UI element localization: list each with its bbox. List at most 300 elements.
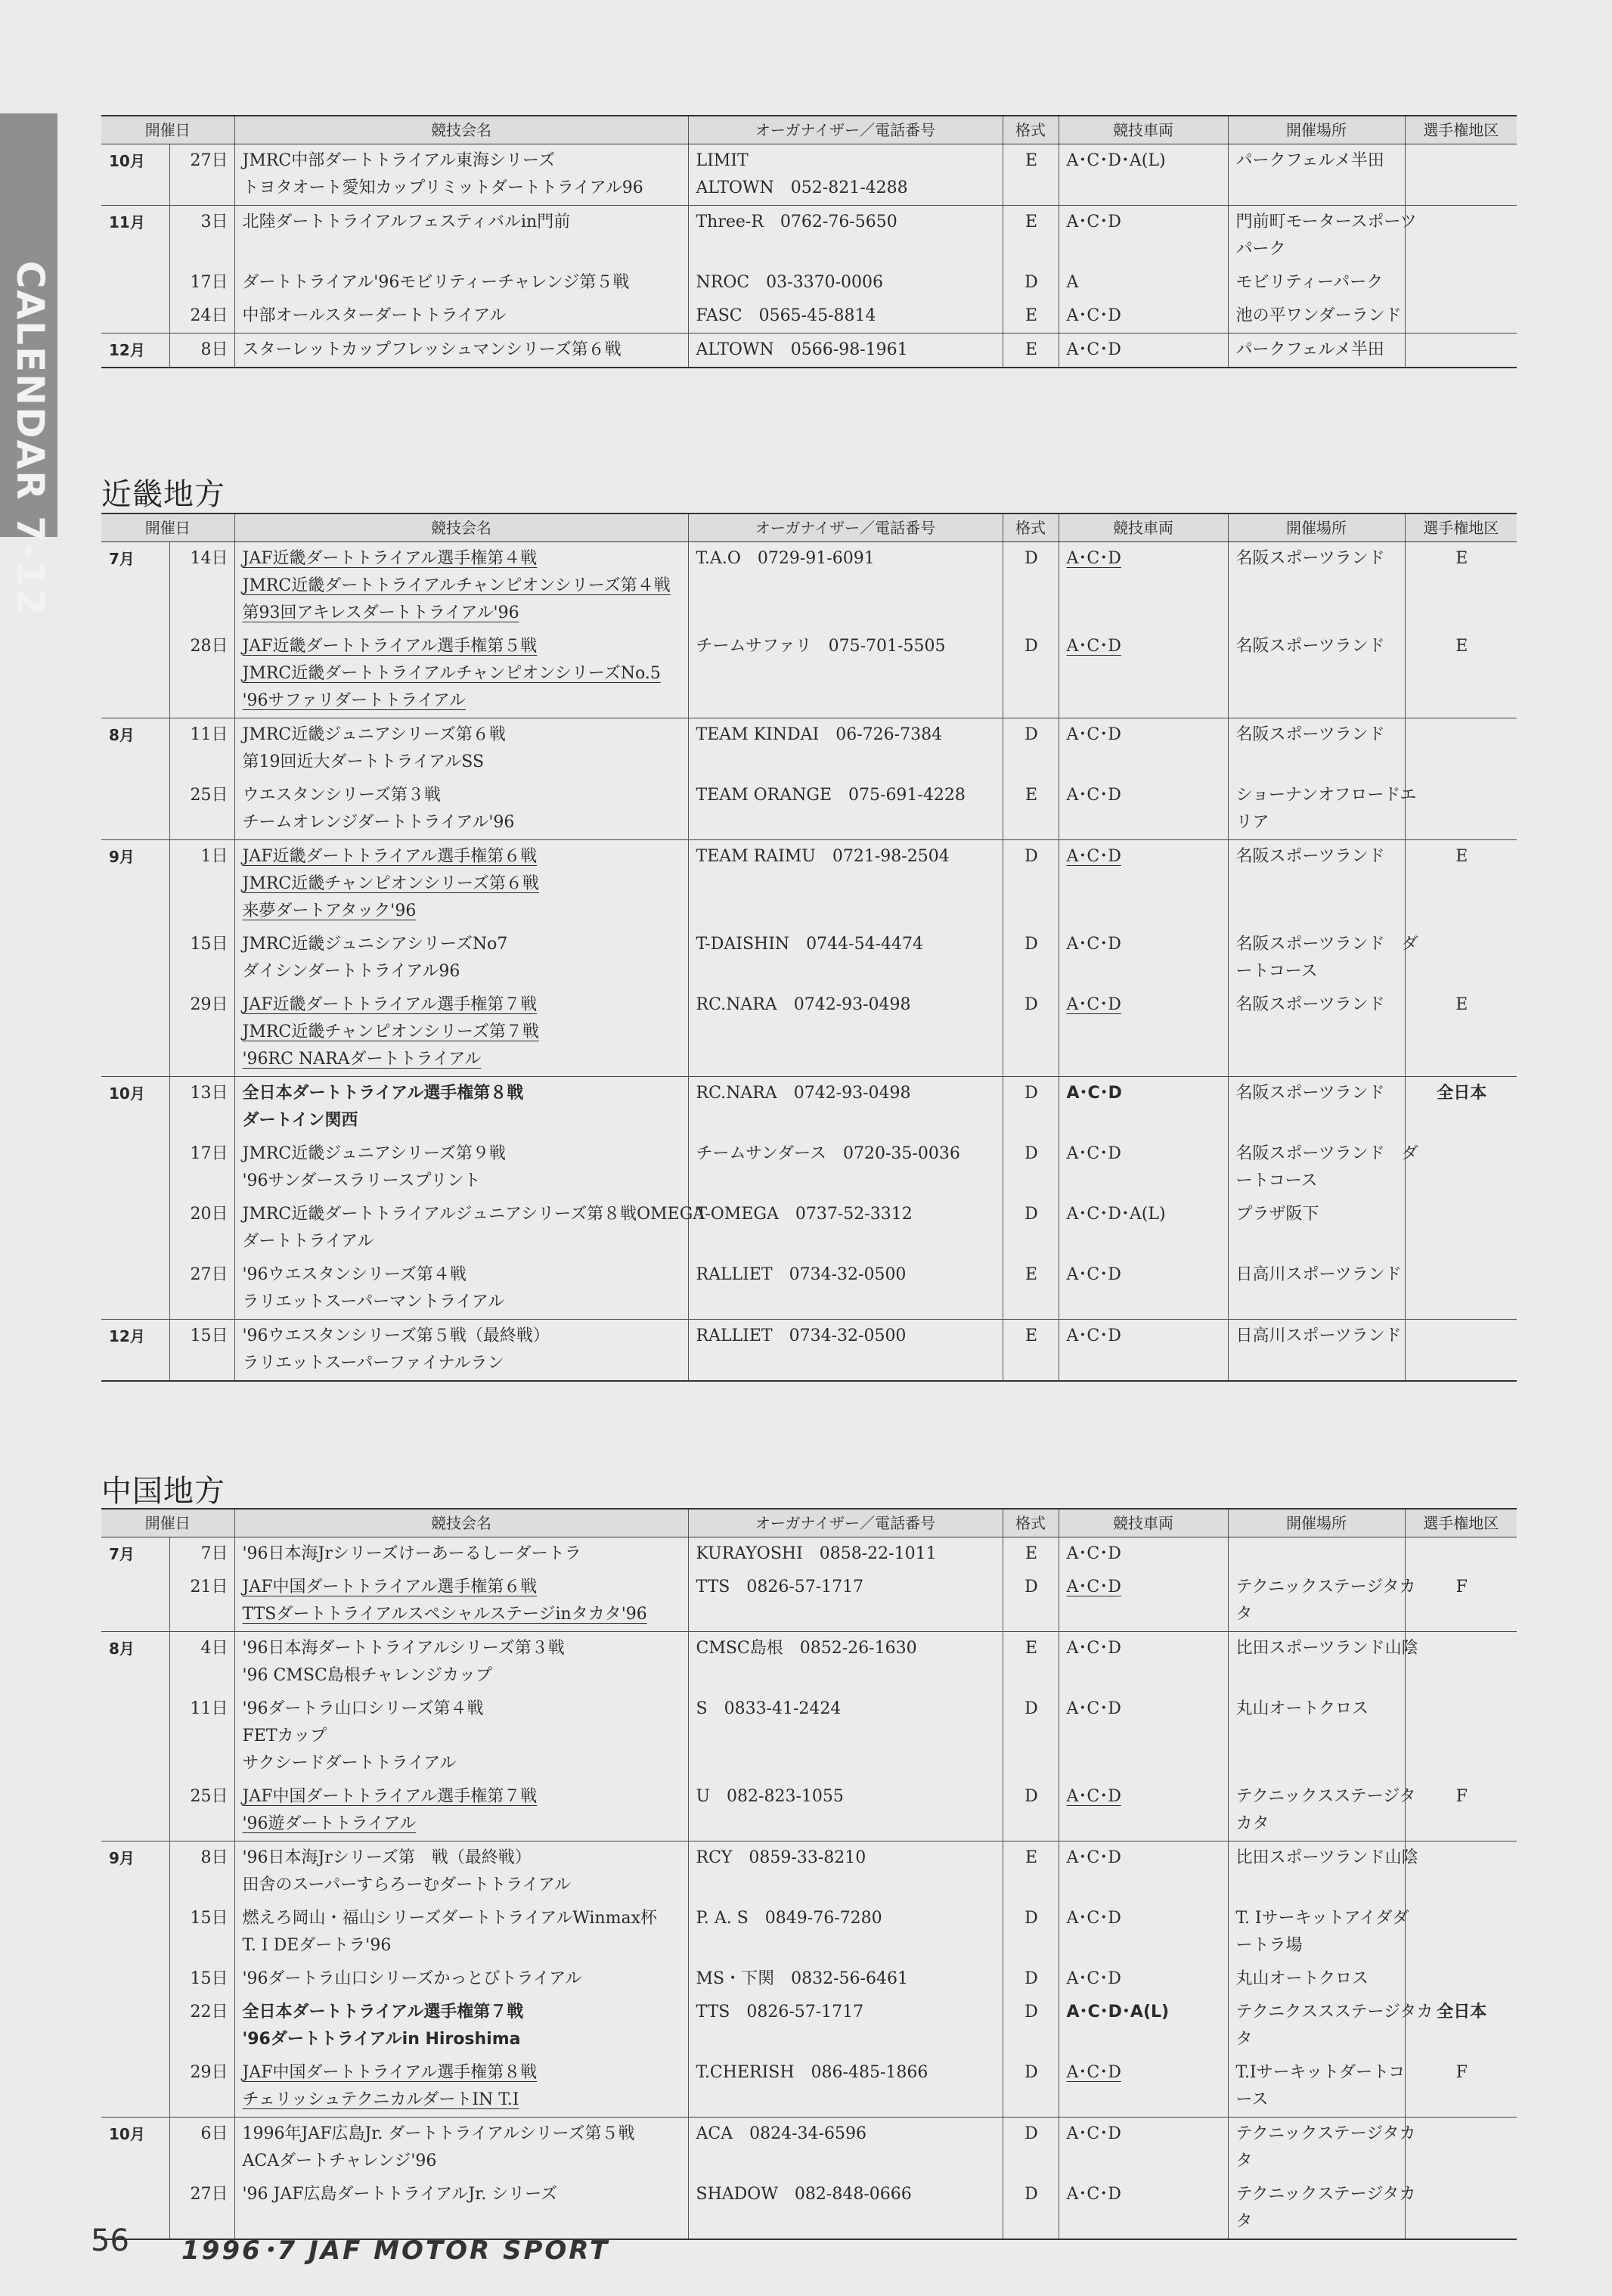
- event-organizer: [688, 334, 1003, 368]
- event-row: [101, 334, 1517, 368]
- column-header: 開催日: [101, 116, 234, 144]
- month-group: [101, 206, 1517, 334]
- event-car-class: [1059, 1537, 1228, 1572]
- event-venue: [1228, 1632, 1418, 1693]
- venue-line: 名阪スポーツランド ダ: [1235, 1144, 1418, 1163]
- event-organizer: [688, 1571, 1003, 1632]
- event-car-class: [1059, 144, 1228, 206]
- event-car-class: [1059, 542, 1228, 631]
- month-group: [101, 1320, 1517, 1382]
- event-organizer: [688, 1962, 1003, 1996]
- event-name-line: 北陸ダートトライアルフェスティバルin門前: [242, 213, 571, 231]
- event-month: 9月: [101, 1841, 169, 2118]
- venue-line: モビリティーパーク: [1235, 273, 1384, 292]
- event-day: 14日: [169, 542, 234, 631]
- car-class-text: A: [1066, 273, 1079, 292]
- event-day: 15日: [169, 928, 234, 988]
- calendar-table-chugoku: [101, 1508, 1517, 2240]
- venue-line: 名阪スポーツランド: [1235, 995, 1385, 1014]
- event-region: [1405, 2178, 1517, 2239]
- venue-line: タ: [1235, 1605, 1253, 1624]
- organizer-line: RALLIET 0734-32-0500: [696, 1326, 907, 1345]
- venue-line: パークフェルメ半田: [1235, 340, 1384, 359]
- event-name: [234, 988, 688, 1077]
- event-name-line: [243, 898, 682, 925]
- event-name: [234, 630, 688, 718]
- event-name-line: [243, 236, 682, 263]
- car-class-text: A･C･D: [1066, 306, 1121, 325]
- event-venue: [1228, 206, 1417, 267]
- event-venue: [1228, 334, 1405, 368]
- event-name-line: ダートイン関西: [242, 1111, 358, 1130]
- event-region: E: [1455, 637, 1468, 656]
- event-name-text: '96サファリダートトライアル: [242, 691, 466, 710]
- event-day: 11日: [169, 1693, 234, 1780]
- event-row: [101, 206, 1517, 267]
- event-name-line: '96ウエスタンシリーズ第４戦: [242, 1265, 467, 1284]
- event-venue: [1228, 1537, 1405, 1572]
- event-car-class: [1059, 840, 1228, 929]
- event-name-line: ACAダートチャレンジ'96: [242, 2152, 437, 2170]
- organizer-line: KURAYOSHI 0858-22-1011: [696, 1544, 937, 1563]
- venue-line: 名阪スポーツランド: [1235, 847, 1385, 866]
- event-row: [101, 1198, 1517, 1258]
- event-format: E: [1003, 1537, 1059, 1572]
- car-class-text: A･C･D: [1066, 1969, 1121, 1988]
- venue-line: ース: [1235, 2090, 1269, 2109]
- event-name: [234, 840, 688, 929]
- event-car-class: [1059, 779, 1228, 840]
- event-name-text: JMRC近畿チャンピオンシリーズ第６戦: [242, 874, 539, 893]
- event-name-line: ダートトライアル'96モビリティーチャレンジ第５戦: [242, 273, 630, 292]
- event-row: [101, 1077, 1517, 1138]
- event-name-line: [243, 687, 682, 715]
- organizer-line: CMSC島根 0852-26-1630: [696, 1639, 917, 1658]
- organizer-line: Three-R 0762-76-5650: [696, 213, 897, 231]
- event-name: [234, 1841, 688, 1903]
- column-header: 競技会名: [234, 513, 688, 542]
- organizer-line: RALLIET 0734-32-0500: [696, 1265, 907, 1284]
- page-number: 56: [91, 2223, 129, 2258]
- event-venue: [1228, 779, 1417, 840]
- event-name: [234, 718, 688, 780]
- event-day: 1日: [169, 840, 234, 929]
- event-region: E: [1455, 847, 1468, 866]
- event-name: [234, 779, 688, 840]
- table-header: [101, 513, 1517, 542]
- event-car-class: [1059, 1198, 1228, 1258]
- event-row: [101, 299, 1517, 334]
- venue-line: ートラ場: [1235, 1936, 1303, 1955]
- event-organizer: [688, 840, 1003, 929]
- venue-line: [1236, 1540, 1399, 1568]
- month-group: [101, 718, 1517, 840]
- event-car-class: [1059, 2178, 1228, 2239]
- event-organizer: [688, 1841, 1003, 1903]
- car-class-text: A･C･D: [1066, 2063, 1121, 2082]
- event-name: [234, 1996, 688, 2056]
- car-class-text: A･C･D: [1066, 2185, 1121, 2204]
- car-class-text: A･C･D: [1066, 1326, 1121, 1345]
- column-header: 開催場所: [1228, 1509, 1405, 1537]
- event-format: E: [1003, 1258, 1059, 1320]
- event-format: E: [1003, 1841, 1059, 1903]
- event-day: 21日: [169, 1571, 234, 1632]
- event-organizer: [688, 1320, 1003, 1382]
- event-region: [1405, 206, 1517, 267]
- event-organizer: [688, 1996, 1003, 2056]
- event-day: 27日: [169, 144, 234, 206]
- venue-line: 比田スポーツランド山陰: [1235, 1848, 1418, 1867]
- event-region: [1405, 779, 1517, 840]
- car-class-text: A･C･D: [1066, 847, 1121, 866]
- event-name-text: JAF中国ダートトライアル選手権第７戦: [242, 1787, 538, 1806]
- event-month: 10月: [101, 2118, 169, 2240]
- organizer-line: T.CHERISH 086-485-1866: [696, 2063, 928, 2082]
- organizer-line: RC.NARA 0742-93-0498: [696, 995, 911, 1014]
- event-row: [101, 1841, 1517, 1903]
- venue-line: タ: [1235, 2152, 1253, 2170]
- venue-line: 名阪スポーツランド: [1235, 637, 1385, 656]
- venue-line: タ: [1235, 2030, 1253, 2049]
- event-region: [1405, 1198, 1517, 1258]
- event-name-line: '96ウエスタンシリーズ第５戦（最終戦）: [242, 1326, 550, 1345]
- event-venue: [1228, 1258, 1405, 1320]
- event-car-class: [1059, 630, 1228, 718]
- event-name-line: '96日本海Jrシリーズ第 戦（最終戦）: [242, 1848, 532, 1867]
- event-day: 13日: [169, 1077, 234, 1138]
- venue-line: 名阪スポーツランド ダ: [1235, 935, 1418, 954]
- event-region: F: [1455, 1578, 1468, 1596]
- event-name-line: JMRC近畿ダートトライアルジュニアシリーズ第８戦OMEGA: [242, 1205, 705, 1224]
- venue-line: ートコース: [1235, 1171, 1318, 1190]
- event-name-line: [243, 2087, 682, 2114]
- event-region: [1405, 1137, 1517, 1198]
- event-car-class: [1059, 2118, 1228, 2179]
- event-row: [101, 779, 1517, 840]
- event-day: 8日: [169, 334, 234, 368]
- event-organizer: [688, 206, 1003, 267]
- event-organizer: [688, 2056, 1003, 2118]
- event-region: [1405, 144, 1517, 206]
- event-name: [234, 542, 688, 631]
- event-name: [234, 1962, 688, 1996]
- organizer-line: チームサンダース 0720-35-0036: [696, 1144, 960, 1163]
- event-organizer: [688, 299, 1003, 334]
- event-car-class: [1059, 2056, 1228, 2118]
- event-region: [1405, 299, 1517, 334]
- event-name-line: 第19回近大ダートトライアルSS: [242, 752, 485, 771]
- column-header: 開催日: [101, 1509, 234, 1537]
- venue-line: パーク: [1235, 240, 1286, 259]
- month-group: [101, 2118, 1517, 2240]
- event-row: [101, 2056, 1517, 2118]
- event-row: [101, 1780, 1517, 1841]
- event-name-line: '96ダートトライアルin Hiroshima: [242, 2030, 521, 2049]
- event-venue: [1228, 299, 1405, 334]
- month-group: [101, 840, 1517, 1077]
- event-region: [1405, 928, 1517, 988]
- event-name-line: [243, 1019, 682, 1046]
- event-car-class: [1059, 718, 1228, 780]
- event-day: 28日: [169, 630, 234, 718]
- venue-line: パークフェルメ半田: [1235, 151, 1384, 170]
- car-class-text: A･C･D: [1066, 995, 1121, 1014]
- car-class-text: A･C･D: [1066, 1084, 1122, 1103]
- month-group: [101, 1632, 1517, 1841]
- event-row: [101, 1632, 1517, 1693]
- organizer-line: T-DAISHIN 0744-54-4474: [696, 935, 924, 954]
- event-car-class: [1059, 1780, 1228, 1841]
- event-day: 15日: [169, 1962, 234, 1996]
- event-organizer: [688, 1902, 1003, 1962]
- event-car-class: [1059, 988, 1228, 1077]
- event-day: 7日: [169, 1537, 234, 1572]
- column-header: 格式: [1003, 513, 1059, 542]
- event-format: D: [1003, 2118, 1059, 2179]
- organizer-line: ALTOWN 052-821-4288: [696, 178, 908, 197]
- column-header: オーガナイザー／電話番号: [688, 116, 1003, 144]
- event-month: 12月: [101, 1320, 169, 1382]
- event-name-line: '96日本海ダートトライアルシリーズ第３戦: [242, 1639, 565, 1658]
- event-region: [1405, 1902, 1517, 1962]
- event-name-line: [243, 660, 682, 687]
- event-region: F: [1455, 2063, 1468, 2082]
- organizer-line: NROC 03-3370-0006: [696, 273, 884, 292]
- event-format: D: [1003, 1996, 1059, 2056]
- event-car-class: [1059, 1258, 1228, 1320]
- event-format: D: [1003, 840, 1059, 929]
- venue-line: タ: [1235, 2212, 1253, 2231]
- event-organizer: [688, 630, 1003, 718]
- event-car-class: [1059, 299, 1228, 334]
- event-day: 17日: [169, 1137, 234, 1198]
- event-row: [101, 1693, 1517, 1780]
- event-region: E: [1455, 995, 1468, 1014]
- table-header: [101, 116, 1517, 144]
- venue-line: ートコース: [1235, 962, 1318, 981]
- column-header: 選手権地区: [1405, 513, 1517, 542]
- event-name-line: 全日本ダートトライアル選手権第７戦: [242, 2003, 524, 2021]
- event-car-class: [1059, 1137, 1228, 1198]
- event-organizer: [688, 718, 1003, 780]
- event-organizer: [688, 1537, 1003, 1572]
- venue-line: 丸山オートクロス: [1235, 1969, 1369, 1988]
- event-format: D: [1003, 1693, 1059, 1780]
- event-format: E: [1003, 206, 1059, 267]
- organizer-line: TEAM RAIMU 0721-98-2504: [696, 847, 950, 866]
- event-row: [101, 840, 1517, 929]
- event-organizer: [688, 779, 1003, 840]
- event-day: 4日: [169, 1632, 234, 1693]
- event-day: 11日: [169, 718, 234, 780]
- event-name-line: [243, 2059, 682, 2087]
- event-name-text: JAF中国ダートトライアル選手権第８戦: [242, 2063, 538, 2082]
- event-organizer: [688, 1137, 1003, 1198]
- car-class-text: A･C･D: [1066, 340, 1121, 359]
- car-class-text: A･C･D: [1066, 725, 1121, 744]
- venue-line: 丸山オートクロス: [1235, 1699, 1369, 1718]
- event-name: [234, 144, 688, 206]
- event-car-class: [1059, 1571, 1228, 1632]
- event-name-line: '96日本海Jrシリーズけーあーるしーダートラ: [242, 1544, 581, 1563]
- event-region: E: [1455, 549, 1468, 568]
- event-day: 15日: [169, 1902, 234, 1962]
- event-name-text: JMRC近畿ダートトライアルチャンピオンシリーズ第４戦: [242, 576, 671, 595]
- organizer-line: ACA 0824-34-6596: [696, 2124, 866, 2143]
- venue-line: テクニックスステージタ: [1235, 1787, 1416, 1806]
- month-group: [101, 1537, 1517, 1632]
- event-organizer: [688, 928, 1003, 988]
- event-format: D: [1003, 1902, 1059, 1962]
- event-name: [234, 1693, 688, 1780]
- column-header: 競技会名: [234, 1509, 688, 1537]
- event-month: 10月: [101, 144, 169, 206]
- event-name-line: [243, 1574, 682, 1601]
- event-venue: [1228, 2056, 1405, 2118]
- event-name-line: [243, 545, 682, 572]
- event-format: E: [1003, 1632, 1059, 1693]
- event-day: 22日: [169, 1996, 234, 2056]
- event-day: 27日: [169, 2178, 234, 2239]
- event-name-text: JAF近畿ダートトライアル選手権第７戦: [242, 995, 538, 1014]
- column-header: 競技車両: [1059, 1509, 1228, 1537]
- event-name: [234, 2118, 688, 2179]
- column-header: 開催場所: [1228, 116, 1405, 144]
- organizer-line: TTS 0826-57-1717: [696, 2003, 864, 2021]
- event-name: [234, 1780, 688, 1841]
- event-venue: [1228, 542, 1405, 631]
- event-name: [234, 1258, 688, 1320]
- event-name: [234, 206, 688, 267]
- venue-line: カタ: [1235, 1814, 1269, 1833]
- venue-line: プラザ阪下: [1235, 1205, 1319, 1224]
- organizer-line: TEAM KINDAI 06-726-7384: [696, 725, 943, 744]
- event-row: [101, 1571, 1517, 1632]
- event-name-text: JMRC近畿ダートトライアルチャンピオンシリーズNo.5: [242, 664, 661, 683]
- organizer-line: SHADOW 082-848-0666: [696, 2185, 912, 2204]
- event-car-class: [1059, 1693, 1228, 1780]
- event-venue: [1228, 1902, 1409, 1962]
- event-row: [101, 718, 1517, 780]
- event-car-class: [1059, 206, 1228, 267]
- event-name: [234, 1632, 688, 1693]
- event-name-line: ウエスタンシリーズ第３戦: [242, 786, 441, 805]
- event-region: [1405, 1841, 1517, 1903]
- car-class-text: A･C･D: [1066, 1848, 1121, 1867]
- event-day: 25日: [169, 1780, 234, 1841]
- event-organizer: [688, 266, 1003, 299]
- event-name-text: '96遊ダートトライアル: [242, 1814, 417, 1833]
- event-name-text: JAF中国ダートトライアル選手権第６戦: [242, 1578, 538, 1596]
- event-format: D: [1003, 1962, 1059, 1996]
- event-region: [1405, 718, 1517, 780]
- event-format: E: [1003, 779, 1059, 840]
- event-row: [101, 1962, 1517, 1996]
- venue-line: T.Iサーキットダートコ: [1235, 2063, 1406, 2082]
- event-region: [1405, 2118, 1517, 2179]
- event-format: E: [1003, 1320, 1059, 1382]
- event-name-text: 第93回アキレスダートトライアル'96: [242, 603, 519, 622]
- venue-line: テクニックステージタカ: [1235, 2185, 1416, 2204]
- event-name: [234, 266, 688, 299]
- event-organizer: [688, 542, 1003, 631]
- event-venue: [1228, 840, 1405, 929]
- event-row: [101, 266, 1517, 299]
- venue-line: ショーナンオフロードエ: [1235, 786, 1417, 805]
- section-title-kinki: 近畿地方: [101, 477, 225, 512]
- event-month: 7月: [101, 1537, 169, 1632]
- event-month: 8月: [101, 1632, 169, 1841]
- event-region: [1405, 334, 1517, 368]
- event-name-line: '96 JAF広島ダートトライアルJr. シリーズ: [242, 2185, 558, 2204]
- event-name-line: スターレットカップフレッシュマンシリーズ第６戦: [242, 340, 622, 359]
- event-car-class: [1059, 1996, 1228, 2056]
- event-format: D: [1003, 1077, 1059, 1138]
- event-name-line: ラリエットスーパーマントライアル: [242, 1292, 505, 1311]
- venue-line: T. Iサーキットアイダダ: [1235, 1909, 1409, 1928]
- event-name-text: JAF近畿ダートトライアル選手権第５戦: [242, 637, 538, 656]
- event-day: 24日: [169, 299, 234, 334]
- event-row: [101, 1537, 1517, 1572]
- event-format: E: [1003, 144, 1059, 206]
- organizer-line: MS・下関 0832-56-6461: [696, 1969, 908, 1988]
- event-venue: [1228, 1693, 1405, 1780]
- event-row: [101, 1996, 1517, 2056]
- event-day: 29日: [169, 988, 234, 1077]
- event-row: [101, 1137, 1517, 1198]
- event-month: 11月: [101, 206, 169, 334]
- venue-line: 門前町モータースポーツ: [1235, 213, 1417, 231]
- table-header: [101, 1509, 1517, 1537]
- event-name: [234, 1077, 688, 1138]
- event-name-line: '96 CMSC島根チャレンジカップ: [242, 1666, 492, 1685]
- car-class-text: A･C･D: [1066, 1909, 1121, 1928]
- event-organizer: [688, 2118, 1003, 2179]
- event-car-class: [1059, 1632, 1228, 1693]
- event-name: [234, 334, 688, 368]
- event-format: D: [1003, 1198, 1059, 1258]
- car-class-text: A･C･D: [1066, 213, 1121, 231]
- event-name-line: トヨタオート愛知カップリミットダートトライアル96: [242, 178, 643, 197]
- event-format: D: [1003, 266, 1059, 299]
- event-name-line: [243, 870, 682, 898]
- organizer-line: ALTOWN 0566-98-1961: [696, 340, 908, 359]
- event-venue: [1228, 1780, 1416, 1841]
- event-name-line: ダイシンダートトライアル96: [242, 962, 460, 981]
- event-region: [1405, 1962, 1517, 1996]
- event-format: E: [1003, 334, 1059, 368]
- event-venue: [1228, 1996, 1434, 2056]
- event-organizer: [688, 1780, 1003, 1841]
- event-venue: [1228, 718, 1405, 780]
- event-name-line: [243, 1046, 682, 1073]
- event-organizer: [688, 1632, 1003, 1693]
- event-name: [234, 1320, 688, 1382]
- event-name-line: [243, 1783, 682, 1810]
- organizer-line: RC.NARA 0742-93-0498: [696, 1084, 911, 1103]
- event-venue: [1228, 928, 1418, 988]
- column-header: 開催日: [101, 513, 234, 542]
- column-header: オーガナイザー／電話番号: [688, 513, 1003, 542]
- car-class-text: A･C･D: [1066, 935, 1121, 954]
- event-name-line: 1996年JAF広島Jr. ダートトライアルシリーズ第５戦: [242, 2124, 635, 2143]
- organizer-line: T-OMEGA 0737-52-3312: [696, 1205, 913, 1224]
- organizer-line: S 0833-41-2424: [696, 1699, 842, 1718]
- event-row: [101, 542, 1517, 631]
- event-venue: [1228, 1137, 1418, 1198]
- column-header: 格式: [1003, 1509, 1059, 1537]
